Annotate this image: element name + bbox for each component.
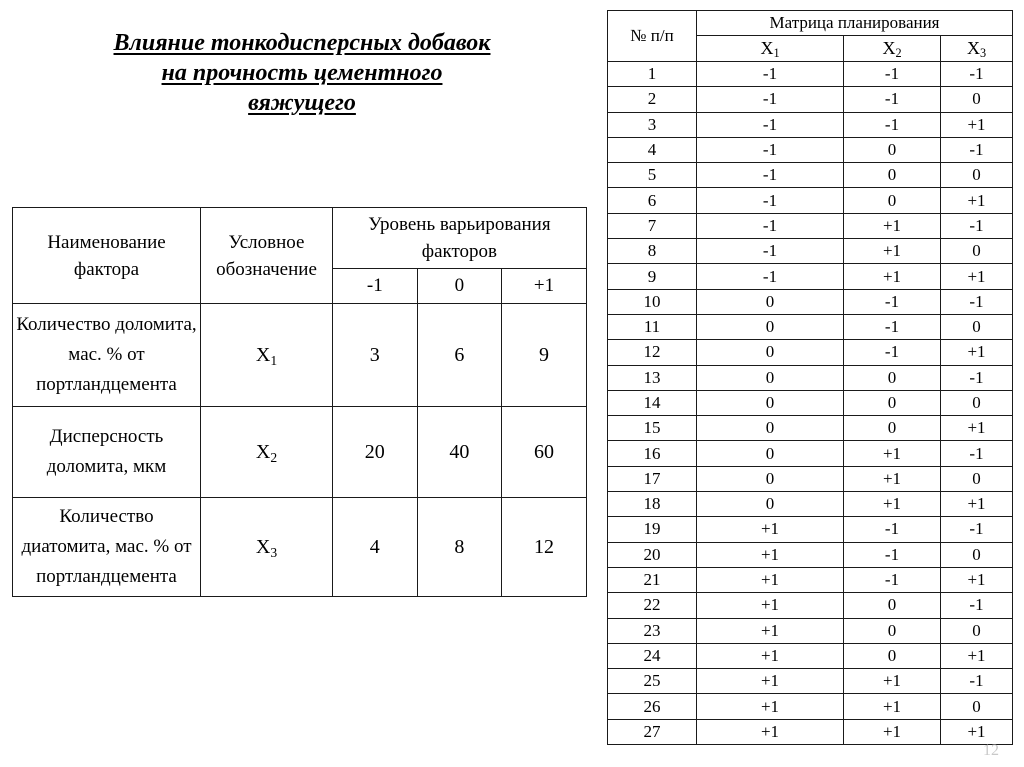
table-row bbox=[608, 163, 1013, 188]
symbol-base: X bbox=[255, 344, 271, 366]
x1-cell: -1 bbox=[697, 188, 844, 213]
run-number-cell: 14 bbox=[608, 390, 697, 415]
factor-levels-table-body bbox=[13, 304, 587, 597]
factor-symbol-cell bbox=[201, 407, 333, 498]
x3-cell: 0 bbox=[941, 163, 1013, 188]
x1-cell: +1 bbox=[697, 643, 844, 668]
factor-name-cell: Дисперсность доломита, мкм bbox=[13, 407, 201, 498]
x2-cell: -1 bbox=[844, 340, 941, 365]
header-x2 bbox=[844, 36, 941, 62]
factor-level-mid-cell: 6 bbox=[417, 304, 502, 407]
page-title-line-3: вяжущего bbox=[248, 90, 356, 116]
run-number-cell: 7 bbox=[608, 213, 697, 238]
x1-cell: +1 bbox=[697, 517, 844, 542]
table-row bbox=[608, 719, 1013, 744]
factor-symbol-cell bbox=[201, 498, 333, 597]
x3-cell: +1 bbox=[941, 112, 1013, 137]
table-row bbox=[608, 137, 1013, 162]
header-matrix-group: Матрица планирования bbox=[697, 11, 1013, 36]
x1-cell: +1 bbox=[697, 669, 844, 694]
x3-cell: -1 bbox=[941, 517, 1013, 542]
symbol-subscript: 1 bbox=[270, 352, 278, 368]
x2-cell: +1 bbox=[844, 466, 941, 491]
symbol-subscript: 3 bbox=[979, 46, 987, 61]
x1-cell: 0 bbox=[697, 466, 844, 491]
x3-cell: 0 bbox=[941, 390, 1013, 415]
x2-cell: +1 bbox=[844, 492, 941, 517]
table-row bbox=[608, 694, 1013, 719]
x3-cell: 0 bbox=[941, 314, 1013, 339]
table-row bbox=[608, 441, 1013, 466]
x3-cell: -1 bbox=[941, 62, 1013, 87]
run-number-cell: 13 bbox=[608, 365, 697, 390]
run-number-cell: 8 bbox=[608, 239, 697, 264]
x2-cell: +1 bbox=[844, 264, 941, 289]
table-row bbox=[608, 112, 1013, 137]
factor-level-high-cell: 60 bbox=[502, 407, 587, 498]
x1-cell: -1 bbox=[697, 163, 844, 188]
table-row bbox=[13, 407, 587, 498]
page-title-line-1: Влияние тонкодисперсных добавок bbox=[113, 30, 491, 56]
symbol-base: X bbox=[255, 536, 271, 558]
x2-cell: -1 bbox=[844, 314, 941, 339]
run-number-cell: 1 bbox=[608, 62, 697, 87]
run-number-cell: 6 bbox=[608, 188, 697, 213]
table-row bbox=[608, 669, 1013, 694]
run-number-cell: 24 bbox=[608, 643, 697, 668]
factor-levels-table-container bbox=[12, 207, 587, 597]
run-number-cell: 23 bbox=[608, 618, 697, 643]
x1-cell: 0 bbox=[697, 492, 844, 517]
factor-level-mid-cell: 8 bbox=[417, 498, 502, 597]
x1-cell: -1 bbox=[697, 213, 844, 238]
x2-cell: +1 bbox=[844, 441, 941, 466]
x2-cell: +1 bbox=[844, 213, 941, 238]
table-row bbox=[608, 314, 1013, 339]
x3-cell: +1 bbox=[941, 340, 1013, 365]
planning-matrix-table-container bbox=[607, 10, 1013, 745]
x3-cell: 0 bbox=[941, 694, 1013, 719]
run-number-cell: 17 bbox=[608, 466, 697, 491]
x3-cell: -1 bbox=[941, 441, 1013, 466]
table-row bbox=[608, 213, 1013, 238]
x1-cell: 0 bbox=[697, 289, 844, 314]
x2-cell: -1 bbox=[844, 62, 941, 87]
factor-level-low-cell: 20 bbox=[333, 407, 418, 498]
x2-cell: 0 bbox=[844, 365, 941, 390]
run-number-cell: 3 bbox=[608, 112, 697, 137]
table-row bbox=[608, 542, 1013, 567]
table-row bbox=[13, 304, 587, 407]
x1-cell: -1 bbox=[697, 112, 844, 137]
x1-cell: 0 bbox=[697, 365, 844, 390]
run-number-cell: 18 bbox=[608, 492, 697, 517]
x1-cell: -1 bbox=[697, 62, 844, 87]
x2-cell: -1 bbox=[844, 542, 941, 567]
run-number-cell: 10 bbox=[608, 289, 697, 314]
x2-cell: +1 bbox=[844, 239, 941, 264]
factor-level-high-cell: 12 bbox=[502, 498, 587, 597]
page-title-line-2: на прочность цементного bbox=[161, 60, 443, 86]
table-row bbox=[13, 498, 587, 597]
table-row bbox=[608, 416, 1013, 441]
x3-cell: -1 bbox=[941, 593, 1013, 618]
header-factor-name: Наименование фактора bbox=[13, 208, 201, 304]
x1-cell: 0 bbox=[697, 441, 844, 466]
x1-cell: +1 bbox=[697, 719, 844, 744]
run-number-cell: 9 bbox=[608, 264, 697, 289]
x1-cell: 0 bbox=[697, 340, 844, 365]
header-level-mid: 0 bbox=[417, 269, 502, 304]
x3-cell: -1 bbox=[941, 669, 1013, 694]
x1-cell: 0 bbox=[697, 390, 844, 415]
page-title bbox=[12, 28, 592, 118]
header-factor-symbol: Условное обозначение bbox=[201, 208, 333, 304]
x2-cell: -1 bbox=[844, 517, 941, 542]
x2-cell: 0 bbox=[844, 618, 941, 643]
header-x1 bbox=[697, 36, 844, 62]
run-number-cell: 15 bbox=[608, 416, 697, 441]
header-level-high: +1 bbox=[502, 269, 587, 304]
x1-cell: -1 bbox=[697, 87, 844, 112]
symbol-subscript: 1 bbox=[773, 46, 780, 61]
table-row bbox=[608, 643, 1013, 668]
factor-level-mid-cell: 40 bbox=[417, 407, 502, 498]
planning-matrix-table-body bbox=[608, 62, 1013, 745]
x2-cell: 0 bbox=[844, 593, 941, 618]
run-number-cell: 20 bbox=[608, 542, 697, 567]
x1-cell: 0 bbox=[697, 314, 844, 339]
x2-cell: 0 bbox=[844, 643, 941, 668]
x3-cell: 0 bbox=[941, 466, 1013, 491]
x3-cell: -1 bbox=[941, 365, 1013, 390]
table-row bbox=[608, 87, 1013, 112]
table-header-row bbox=[13, 208, 587, 269]
x2-cell: -1 bbox=[844, 87, 941, 112]
x2-cell: 0 bbox=[844, 163, 941, 188]
x3-cell: -1 bbox=[941, 289, 1013, 314]
x3-cell: 0 bbox=[941, 87, 1013, 112]
factor-symbol-cell bbox=[201, 304, 333, 407]
x1-cell: +1 bbox=[697, 593, 844, 618]
header-x3 bbox=[941, 36, 1013, 62]
x3-cell: +1 bbox=[941, 416, 1013, 441]
factor-level-low-cell: 4 bbox=[333, 498, 418, 597]
run-number-cell: 21 bbox=[608, 567, 697, 592]
x2-cell: -1 bbox=[844, 112, 941, 137]
table-row bbox=[608, 289, 1013, 314]
run-number-cell: 25 bbox=[608, 669, 697, 694]
run-number-cell: 22 bbox=[608, 593, 697, 618]
planning-matrix-table-head bbox=[608, 11, 1013, 62]
table-row bbox=[608, 365, 1013, 390]
symbol-subscript: 2 bbox=[270, 449, 278, 465]
table-row bbox=[608, 239, 1013, 264]
factor-name-cell: Количество доломита, мас. % от портландцемента bbox=[13, 304, 201, 407]
table-row bbox=[608, 517, 1013, 542]
x2-cell: -1 bbox=[844, 567, 941, 592]
run-number-cell: 16 bbox=[608, 441, 697, 466]
symbol-subscript: 3 bbox=[270, 544, 278, 560]
x3-cell: 0 bbox=[941, 618, 1013, 643]
table-row bbox=[608, 264, 1013, 289]
header-level-low: -1 bbox=[333, 269, 418, 304]
x3-cell: +1 bbox=[941, 492, 1013, 517]
x2-cell: 0 bbox=[844, 390, 941, 415]
run-number-cell: 5 bbox=[608, 163, 697, 188]
symbol-subscript: 2 bbox=[895, 46, 902, 61]
run-number-cell: 2 bbox=[608, 87, 697, 112]
x1-cell: 0 bbox=[697, 416, 844, 441]
run-number-cell: 11 bbox=[608, 314, 697, 339]
x2-cell: 0 bbox=[844, 188, 941, 213]
x1-cell: -1 bbox=[697, 137, 844, 162]
x2-cell: +1 bbox=[844, 669, 941, 694]
x3-cell: +1 bbox=[941, 264, 1013, 289]
x1-cell: -1 bbox=[697, 264, 844, 289]
run-number-cell: 4 bbox=[608, 137, 697, 162]
table-row bbox=[608, 466, 1013, 491]
x1-cell: +1 bbox=[697, 694, 844, 719]
x2-cell: +1 bbox=[844, 719, 941, 744]
page-number: 12 bbox=[983, 742, 999, 759]
table-row bbox=[608, 618, 1013, 643]
table-row bbox=[608, 390, 1013, 415]
x3-cell: +1 bbox=[941, 719, 1013, 744]
table-row bbox=[608, 593, 1013, 618]
x1-cell: +1 bbox=[697, 618, 844, 643]
factor-name-cell: Количество диатомита, мас. % от портландцемента bbox=[13, 498, 201, 597]
run-number-cell: 12 bbox=[608, 340, 697, 365]
table-row bbox=[608, 567, 1013, 592]
x2-cell: 0 bbox=[844, 416, 941, 441]
factor-levels-table-head bbox=[13, 208, 587, 304]
planning-matrix-table bbox=[607, 10, 1013, 745]
x2-cell: 0 bbox=[844, 137, 941, 162]
run-number-cell: 27 bbox=[608, 719, 697, 744]
symbol-base: X bbox=[966, 38, 980, 58]
x2-cell: +1 bbox=[844, 694, 941, 719]
run-number-cell: 19 bbox=[608, 517, 697, 542]
symbol-base: X bbox=[255, 441, 271, 463]
x3-cell: +1 bbox=[941, 188, 1013, 213]
x3-cell: -1 bbox=[941, 137, 1013, 162]
factor-level-low-cell: 3 bbox=[333, 304, 418, 407]
x1-cell: +1 bbox=[697, 567, 844, 592]
x2-cell: -1 bbox=[844, 289, 941, 314]
factor-level-high-cell: 9 bbox=[502, 304, 587, 407]
table-row bbox=[608, 188, 1013, 213]
header-run-number: № п/п bbox=[608, 11, 697, 62]
symbol-base: X bbox=[882, 38, 896, 58]
run-number-cell: 26 bbox=[608, 694, 697, 719]
symbol-base: X bbox=[760, 38, 774, 58]
x1-cell: -1 bbox=[697, 239, 844, 264]
x3-cell: 0 bbox=[941, 239, 1013, 264]
table-row bbox=[608, 492, 1013, 517]
x3-cell: 0 bbox=[941, 542, 1013, 567]
table-row bbox=[608, 340, 1013, 365]
factor-levels-table bbox=[12, 207, 587, 597]
x1-cell: +1 bbox=[697, 542, 844, 567]
x3-cell: -1 bbox=[941, 213, 1013, 238]
table-row bbox=[608, 62, 1013, 87]
x3-cell: +1 bbox=[941, 643, 1013, 668]
header-levels-group: Уровень варьирования факторов bbox=[333, 208, 587, 269]
table-header-row bbox=[608, 11, 1013, 36]
x3-cell: +1 bbox=[941, 567, 1013, 592]
